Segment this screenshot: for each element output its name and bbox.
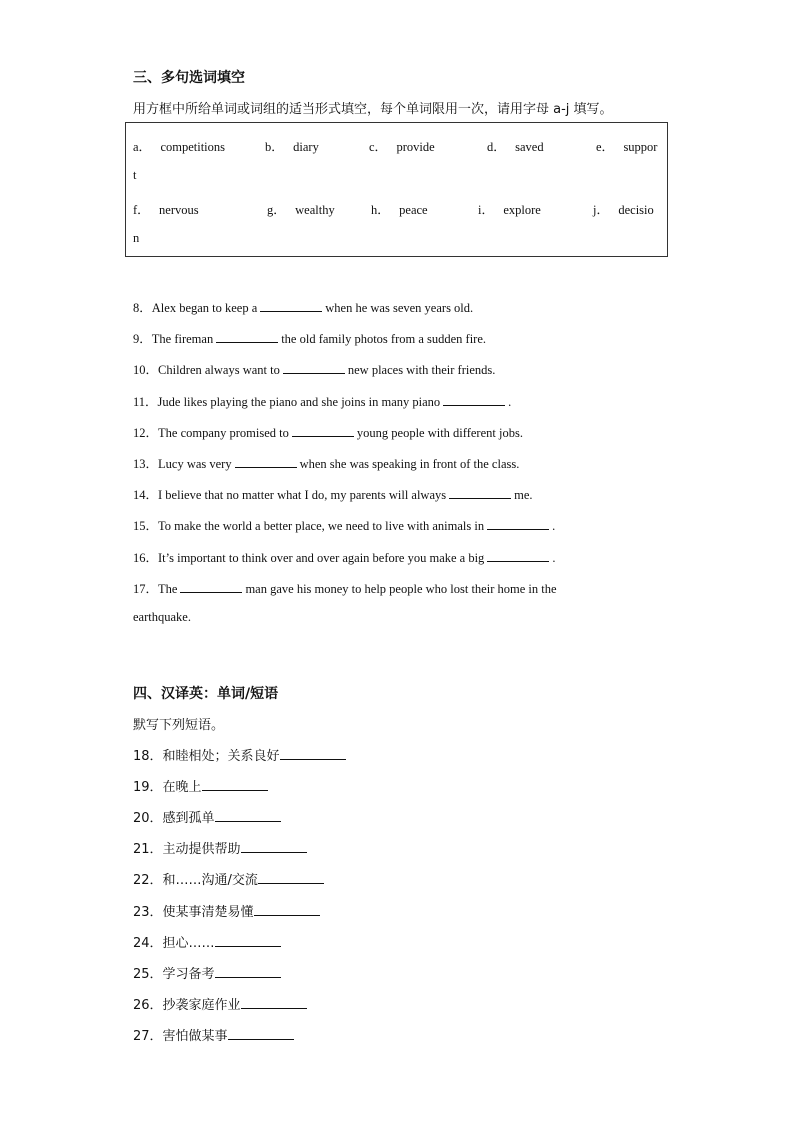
- item-18: 18．和睦相处；关系良好: [133, 745, 346, 764]
- option-b: b． diary: [265, 140, 319, 154]
- answer-blank[interactable]: [283, 363, 345, 374]
- question-11: 11．Jude likes playing the piano and she joins in many piano .: [133, 395, 512, 409]
- option-f: f． nervous: [133, 203, 199, 217]
- item-22: 22．和……沟通/交流: [133, 869, 324, 888]
- item-25: 25．学习备考: [133, 963, 281, 982]
- answer-blank[interactable]: [292, 426, 354, 437]
- option-g: g． wealthy: [267, 203, 335, 217]
- word-box-row1-wrap: t: [133, 168, 137, 182]
- section4-instruction: 默写下列短语。: [133, 718, 225, 733]
- word-box-row2: [133, 200, 663, 216]
- answer-blank[interactable]: [487, 551, 549, 562]
- answer-blank[interactable]: [202, 780, 268, 791]
- question-14: 14．I believe that no matter what I do, my parents will always me.: [133, 488, 533, 502]
- item-23: 23．使某事清楚易懂: [133, 901, 320, 920]
- answer-blank[interactable]: [260, 301, 322, 312]
- word-box: [125, 122, 668, 257]
- answer-blank[interactable]: [443, 395, 505, 406]
- question-8: 8．Alex began to keep a when he was seven years old.: [133, 301, 474, 315]
- question-16: 16．It’s important to think over and over again before you make a big .: [133, 551, 556, 565]
- section4-title: 四、汉译英：单词/短语: [133, 686, 279, 702]
- option-a: a． competitions: [133, 140, 226, 154]
- option-h: h． peace: [371, 203, 428, 217]
- option-c: c． provide: [369, 140, 435, 154]
- question-17-continuation: earthquake.: [133, 610, 191, 624]
- answer-blank[interactable]: [241, 998, 307, 1009]
- section3-instruction: 用方框中所给单词或词组的适当形式填空，每个单词限用一次，请用字母 a-j 填写。: [133, 102, 613, 117]
- option-d: d． saved: [487, 140, 544, 154]
- answer-blank[interactable]: [215, 936, 281, 947]
- question-15: 15．To make the world a better place, we need to live with animals in .: [133, 519, 556, 533]
- answer-blank[interactable]: [487, 519, 549, 530]
- item-24: 24．担心……: [133, 932, 281, 951]
- answer-blank[interactable]: [241, 842, 307, 853]
- answer-blank[interactable]: [215, 811, 281, 822]
- option-j: j． decisio: [593, 203, 654, 217]
- answer-blank[interactable]: [215, 967, 281, 978]
- question-12: 12．The company promised to young people with different jobs.: [133, 426, 523, 440]
- item-19: 19．在晚上: [133, 776, 268, 795]
- answer-blank[interactable]: [449, 488, 511, 499]
- word-box-row2-wrap: n: [133, 231, 140, 245]
- answer-blank[interactable]: [180, 582, 242, 593]
- answer-blank[interactable]: [258, 873, 324, 884]
- item-21: 21．主动提供帮助: [133, 838, 307, 857]
- option-e: e． suppor: [596, 140, 658, 154]
- question-17: 17．The man gave his money to help people who lost their home in the: [133, 582, 557, 596]
- answer-blank[interactable]: [216, 332, 278, 343]
- answer-blank[interactable]: [228, 1029, 294, 1040]
- answer-blank[interactable]: [235, 457, 297, 468]
- item-20: 20．感到孤单: [133, 807, 281, 826]
- option-i: i． explore: [478, 203, 541, 217]
- answer-blank[interactable]: [254, 905, 320, 916]
- answer-blank[interactable]: [280, 749, 346, 760]
- question-13: 13．Lucy was very when she was speaking in front of the class.: [133, 457, 520, 471]
- item-26: 26．抄袭家庭作业: [133, 994, 307, 1013]
- section3-title: 三、多句选词填空: [133, 70, 245, 86]
- question-10: 10．Children always want to new places with their friends.: [133, 363, 496, 377]
- word-box-row1: [133, 137, 663, 153]
- question-9: 9．The fireman the old family photos from a sudden fire.: [133, 332, 487, 346]
- item-27: 27．害怕做某事: [133, 1025, 294, 1044]
